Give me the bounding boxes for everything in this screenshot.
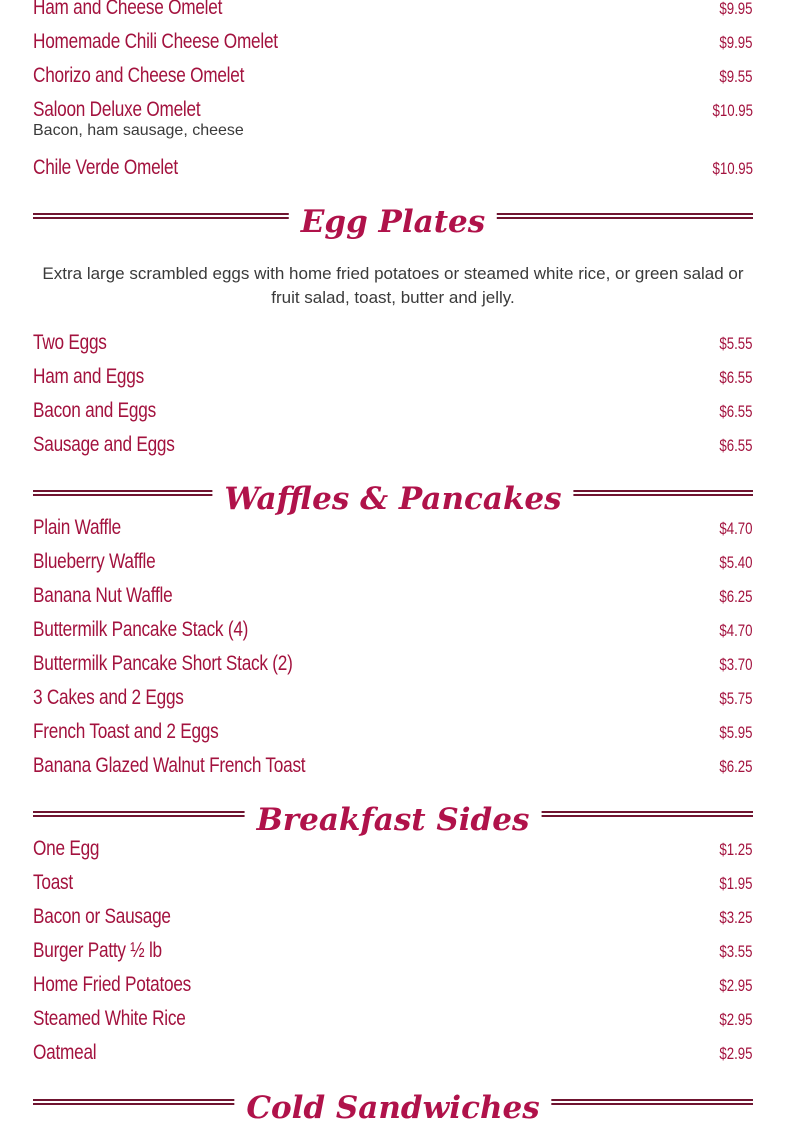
- menu-item: [33, 905, 753, 935]
- item-name: Two Eggs: [33, 331, 107, 354]
- menu-item: [33, 720, 753, 750]
- item-price: $5.75: [719, 689, 753, 708]
- menu-item: [33, 754, 753, 784]
- item-name: One Egg: [33, 837, 100, 860]
- menu-item: [33, 837, 753, 867]
- item-price: $5.95: [719, 723, 753, 742]
- section-heading: Egg Plates: [289, 204, 497, 240]
- item-price: $5.40: [719, 553, 753, 572]
- menu-item: [33, 1041, 753, 1071]
- section-divider: [33, 204, 753, 244]
- item-name: Homemade Chili Cheese Omelet: [33, 30, 278, 53]
- item-name: Bacon and Eggs: [33, 399, 156, 422]
- menu-item: [33, 584, 753, 614]
- menu-item: [33, 516, 753, 546]
- item-name: Sausage and Eggs: [33, 433, 175, 456]
- menu-item: [33, 1007, 753, 1037]
- item-name: Blueberry Waffle: [33, 550, 156, 573]
- item-price: $2.95: [719, 976, 753, 995]
- item-name: Buttermilk Pancake Stack (4): [33, 618, 249, 641]
- menu-item: [33, 331, 753, 361]
- section-divider: [33, 481, 753, 521]
- item-price: $3.55: [719, 942, 753, 961]
- item-price: $5.55: [719, 334, 753, 353]
- item-name: Oatmeal: [33, 1041, 97, 1064]
- item-name: Ham and Cheese Omelet: [33, 0, 223, 19]
- item-name: Banana Nut Waffle: [33, 584, 173, 607]
- section-divider: [33, 802, 753, 842]
- menu-item: [33, 0, 753, 26]
- section-divider: [33, 1090, 753, 1130]
- menu-item: [33, 686, 753, 716]
- item-name: Burger Patty ½ lb: [33, 939, 162, 962]
- item-price: $1.25: [719, 840, 753, 859]
- item-name: Home Fried Potatoes: [33, 973, 192, 996]
- item-price: $6.25: [719, 587, 753, 606]
- menu-item: [33, 550, 753, 580]
- item-name: Bacon or Sausage: [33, 905, 171, 928]
- section-intro: Extra large scrambled eggs with home fried potatoes or steamed white rice, or green salad or fruit salad, toast, butter and jelly.: [42, 264, 744, 307]
- menu-item: [33, 618, 753, 648]
- menu-item: [33, 399, 753, 429]
- item-price: $4.70: [719, 621, 753, 640]
- item-price: $1.95: [719, 874, 753, 893]
- item-price: $9.55: [719, 67, 753, 86]
- item-price: $3.25: [719, 908, 753, 927]
- menu-item: [33, 30, 753, 60]
- item-name: Buttermilk Pancake Short Stack (2): [33, 652, 293, 675]
- item-price: $10.95: [712, 101, 753, 120]
- item-name: Chorizo and Cheese Omelet: [33, 64, 245, 87]
- item-price: $9.95: [719, 33, 753, 52]
- menu-item: [33, 365, 753, 395]
- item-price: $10.95: [712, 159, 753, 178]
- item-name: Plain Waffle: [33, 516, 121, 539]
- item-price: $2.95: [719, 1010, 753, 1029]
- item-name: 3 Cakes and 2 Eggs: [33, 686, 184, 709]
- menu-item: [33, 652, 753, 682]
- item-price: $9.95: [719, 0, 753, 18]
- item-price: $6.55: [719, 436, 753, 455]
- item-price: $3.70: [719, 655, 753, 674]
- item-description: Bacon, ham sausage, cheese: [33, 122, 244, 139]
- menu-item: [33, 871, 753, 901]
- item-name: Chile Verde Omelet: [33, 156, 178, 179]
- item-name: Banana Glazed Walnut French Toast: [33, 754, 306, 777]
- menu-item: [33, 433, 753, 463]
- item-name: French Toast and 2 Eggs: [33, 720, 219, 743]
- item-name: Saloon Deluxe Omelet: [33, 98, 201, 121]
- section-heading: Cold Sandwiches: [234, 1090, 551, 1126]
- item-price: $4.70: [719, 519, 753, 538]
- item-price: $6.55: [719, 368, 753, 387]
- menu-item: [33, 939, 753, 969]
- item-name: Steamed White Rice: [33, 1007, 186, 1030]
- section-heading: Waffles & Pancakes: [212, 481, 573, 517]
- menu-item: [33, 64, 753, 94]
- section-heading: Breakfast Sides: [245, 802, 542, 838]
- item-price: $6.55: [719, 402, 753, 421]
- menu-item: [33, 973, 753, 1003]
- item-name: Toast: [33, 871, 73, 894]
- menu-item: [33, 156, 753, 186]
- item-price: $2.95: [719, 1044, 753, 1063]
- item-price: $6.25: [719, 757, 753, 776]
- item-name: Ham and Eggs: [33, 365, 144, 388]
- menu-item: [33, 98, 753, 139]
